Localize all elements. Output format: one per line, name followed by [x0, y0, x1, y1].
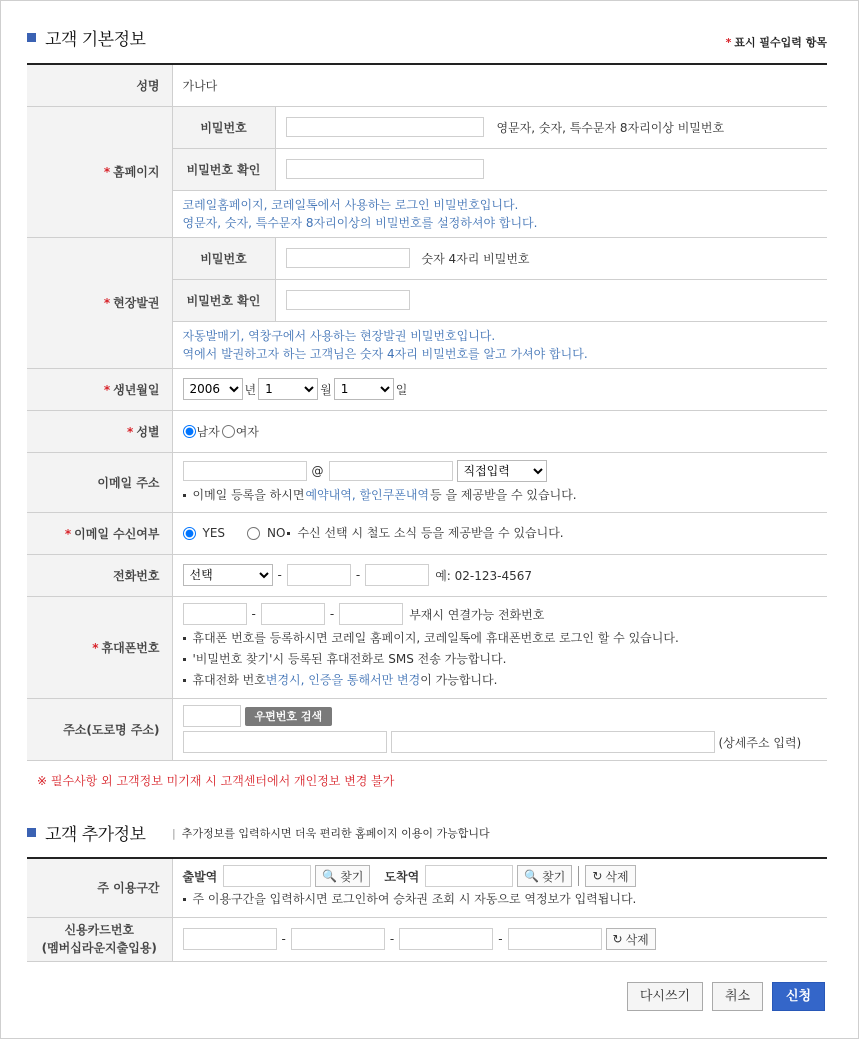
day-unit: 일 [395, 382, 408, 397]
email-domain-input[interactable] [329, 461, 453, 481]
section-square-icon [27, 828, 36, 837]
section-square-icon [27, 33, 36, 42]
email-yes-label: YES [202, 526, 226, 540]
card-number-1-input[interactable] [183, 928, 277, 950]
email-yes-radio[interactable] [183, 527, 196, 540]
departure-find-button[interactable]: 🔍 찾기 [315, 865, 370, 887]
refresh-icon: ↻ [592, 869, 603, 884]
birth-label: 생년월일 [113, 382, 160, 397]
row-mobile [27, 596, 827, 698]
arrival-find-button[interactable]: 🔍 찾기 [517, 865, 572, 887]
required-star-icon: * [725, 36, 732, 49]
zipcode-input[interactable] [183, 705, 241, 727]
card-number-2-input[interactable] [291, 928, 385, 950]
mobile-note-3: 휴대전화 번호 변경시, 인증을 통해서만 변경 이 가능합니다. [183, 670, 828, 691]
address-detail-input[interactable] [391, 731, 715, 753]
ticketing-info-line2: 역에서 발권하고자 하는 고객님은 숫자 4자리 비밀번호를 알고 가셔야 합니다. [182, 346, 588, 361]
basic-section-title: 고객 기본정보 [45, 30, 146, 50]
homepage-label-cell [27, 106, 172, 237]
dash: - [389, 932, 395, 946]
card-number-4-input[interactable] [508, 928, 602, 950]
address-main-input[interactable] [183, 731, 387, 753]
gender-label: 성별 [136, 424, 160, 439]
extra-section-title: 고객 추가정보 [45, 825, 146, 845]
row-birth [27, 368, 827, 410]
required-star-icon: * [92, 640, 99, 655]
homepage-password-confirm-input[interactable] [286, 159, 484, 179]
divider [578, 866, 579, 886]
route-delete-button[interactable]: ↻ 삭제 [585, 865, 635, 887]
gender-male-option[interactable] [183, 423, 220, 440]
ticketing-pw-hint: 숫자 4자리 비밀번호 [421, 251, 530, 266]
ticketing-pw-label: 비밀번호 [172, 237, 275, 279]
basic-info-table [27, 63, 827, 761]
required-note [726, 34, 827, 50]
refresh-icon: ↻ [612, 932, 623, 946]
ticketing-label-cell [27, 237, 172, 368]
email-no-option[interactable] [247, 526, 285, 540]
dash: - [281, 932, 286, 946]
dash: - [277, 568, 282, 582]
reset-button[interactable]: 다시쓰기 [627, 982, 703, 1011]
route-label: 주 이용구간 [27, 858, 172, 917]
homepage-info-line1: 코레일홈페이지, 코레일톡에서 사용하는 로그인 비밀번호입니다. [182, 197, 519, 212]
ticketing-label: 현장발권 [113, 296, 160, 310]
year-unit: 년 [244, 382, 257, 397]
phone-mid-input[interactable] [287, 564, 351, 586]
required-note-text: 표시 필수입력 항목 [734, 36, 827, 49]
ticketing-pw-confirm-label: 비밀번호 확인 [172, 279, 275, 321]
mobile-first-input[interactable] [183, 603, 247, 625]
arrival-input[interactable] [425, 865, 513, 887]
homepage-pw-label: 비밀번호 [172, 106, 275, 148]
dash: - [498, 932, 503, 946]
mobile-mid-input[interactable] [261, 603, 325, 625]
birth-month-select[interactable] [258, 378, 318, 400]
name-value: 가나다 [172, 64, 827, 106]
month-unit: 월 [320, 382, 332, 397]
mobile-label: 휴대폰번호 [101, 640, 160, 655]
homepage-password-input[interactable] [286, 117, 484, 137]
card-label-cell [27, 917, 172, 961]
phone-last-input[interactable] [365, 564, 429, 586]
dash: - [329, 607, 335, 621]
card-delete-button[interactable]: ↻ 삭제 [606, 928, 656, 950]
email-domain-select[interactable] [457, 460, 547, 482]
extra-section-header [27, 822, 827, 844]
mobile-note-2: '비밀번호 찾기'시 등록된 휴대전화로 SMS 전송 가능합니다. [183, 649, 828, 670]
address-label: 주소(도로명 주소) [27, 698, 172, 760]
row-card [27, 917, 827, 961]
departure-input[interactable] [223, 865, 311, 887]
phone-label: 전화번호 [27, 554, 172, 596]
email-id-input[interactable] [183, 461, 307, 481]
ticketing-password-input[interactable] [286, 248, 410, 268]
row-email-opt [27, 512, 827, 554]
phone-area-select[interactable] [183, 564, 273, 586]
dash: - [355, 568, 361, 582]
mobile-last-input[interactable] [339, 603, 403, 625]
email-label: 이메일 주소 [27, 452, 172, 512]
required-star-icon: * [103, 382, 111, 397]
email-note: 이메일 등록을 하시면 예약내역, 할인쿠폰내역 등 을 제공받을 수 있습니다. [183, 485, 828, 506]
basic-section-header [27, 27, 827, 49]
email-at: @ [311, 464, 324, 478]
zipcode-search-button[interactable]: 우편번호 검색 [245, 707, 333, 726]
homepage-label: 홈페이지 [113, 165, 160, 179]
row-route [27, 858, 827, 917]
card-number-3-input[interactable] [399, 928, 493, 950]
required-notice: ※ 필수사항 외 고객정보 미기재 시 고객센터에서 개인정보 변경 불가 [37, 774, 395, 788]
departure-label: 출발역 [182, 869, 218, 884]
gender-male-radio[interactable] [183, 425, 196, 438]
row-gender [27, 410, 827, 452]
required-star-icon: * [103, 296, 111, 310]
mobile-hint: 부재시 연결가능 전화번호 [409, 607, 545, 622]
row-address [27, 698, 827, 760]
birth-year-select[interactable] [183, 378, 243, 400]
route-note: 주 이용구간을 입력하시면 로그인하여 승차권 조회 시 자동으로 역정보가 입력됩니다. [183, 889, 828, 910]
required-star-icon: * [127, 424, 134, 439]
phone-example: 예: 02-123-4567 [435, 568, 533, 583]
row-name [27, 64, 827, 106]
gender-female-option[interactable] [222, 423, 259, 440]
search-icon: 🔍 [524, 869, 540, 884]
email-no-label: NO [267, 526, 286, 540]
required-star-icon: * [64, 526, 72, 541]
mobile-note-link: 변경시, 인증을 통해서만 변경 [265, 673, 421, 687]
card-label-line2: (멤버십라운지출입용) [41, 941, 157, 955]
email-opt-note: 수신 선택 시 철도 소식 등을 제공받을 수 있습니다. [287, 523, 563, 544]
gender-female-radio[interactable] [222, 425, 235, 438]
address-detail-hint: (상세주소 입력) [718, 735, 802, 750]
gender-female-label: 여자 [235, 424, 259, 439]
homepage-pw-hint: 영문자, 숫자, 특수문자 8자리이상 비밀번호 [496, 120, 725, 135]
ticketing-info-line1: 자동발매기, 역창구에서 사용하는 현장발권 비밀번호입니다. [182, 328, 496, 343]
mobile-note-1: 휴대폰 번호를 등록하시면 코레일 홈페이지, 코레일톡에 휴대폰번호로 로그인 할 수 있습니다. [183, 628, 828, 649]
cancel-button[interactable]: 취소 [712, 982, 763, 1011]
row-ticketing-pw [27, 237, 827, 279]
email-note-link: 예약내역, 할인쿠폰내역 [305, 488, 430, 502]
dash: - [251, 607, 256, 621]
email-yes-option[interactable] [183, 526, 226, 540]
ticketing-password-confirm-input[interactable] [286, 290, 410, 310]
submit-button[interactable]: 신청 [772, 982, 825, 1011]
arrival-label: 도착역 [384, 869, 420, 884]
required-star-icon: * [103, 165, 111, 179]
search-icon: 🔍 [322, 869, 338, 884]
gender-male-label: 남자 [196, 424, 220, 439]
card-label-line1: 신용카드번호 [64, 923, 135, 937]
row-email [27, 452, 827, 512]
extra-info-table [27, 857, 827, 962]
row-phone [27, 554, 827, 596]
row-homepage-pw [27, 106, 827, 148]
email-no-radio[interactable] [247, 527, 260, 540]
extra-section-subtitle: | 추가정보를 입력하시면 더욱 편리한 홈페이지 이용이 가능합니다 [172, 827, 490, 840]
name-label: 성명 [27, 64, 172, 106]
birth-day-select[interactable] [334, 378, 394, 400]
homepage-pw-confirm-label: 비밀번호 확인 [172, 148, 275, 190]
homepage-info-line2: 영문자, 숫자, 특수문자 8자리이상의 비밀번호를 설정하셔야 합니다. [182, 215, 538, 230]
email-opt-label: 이메일 수신여부 [74, 526, 160, 541]
